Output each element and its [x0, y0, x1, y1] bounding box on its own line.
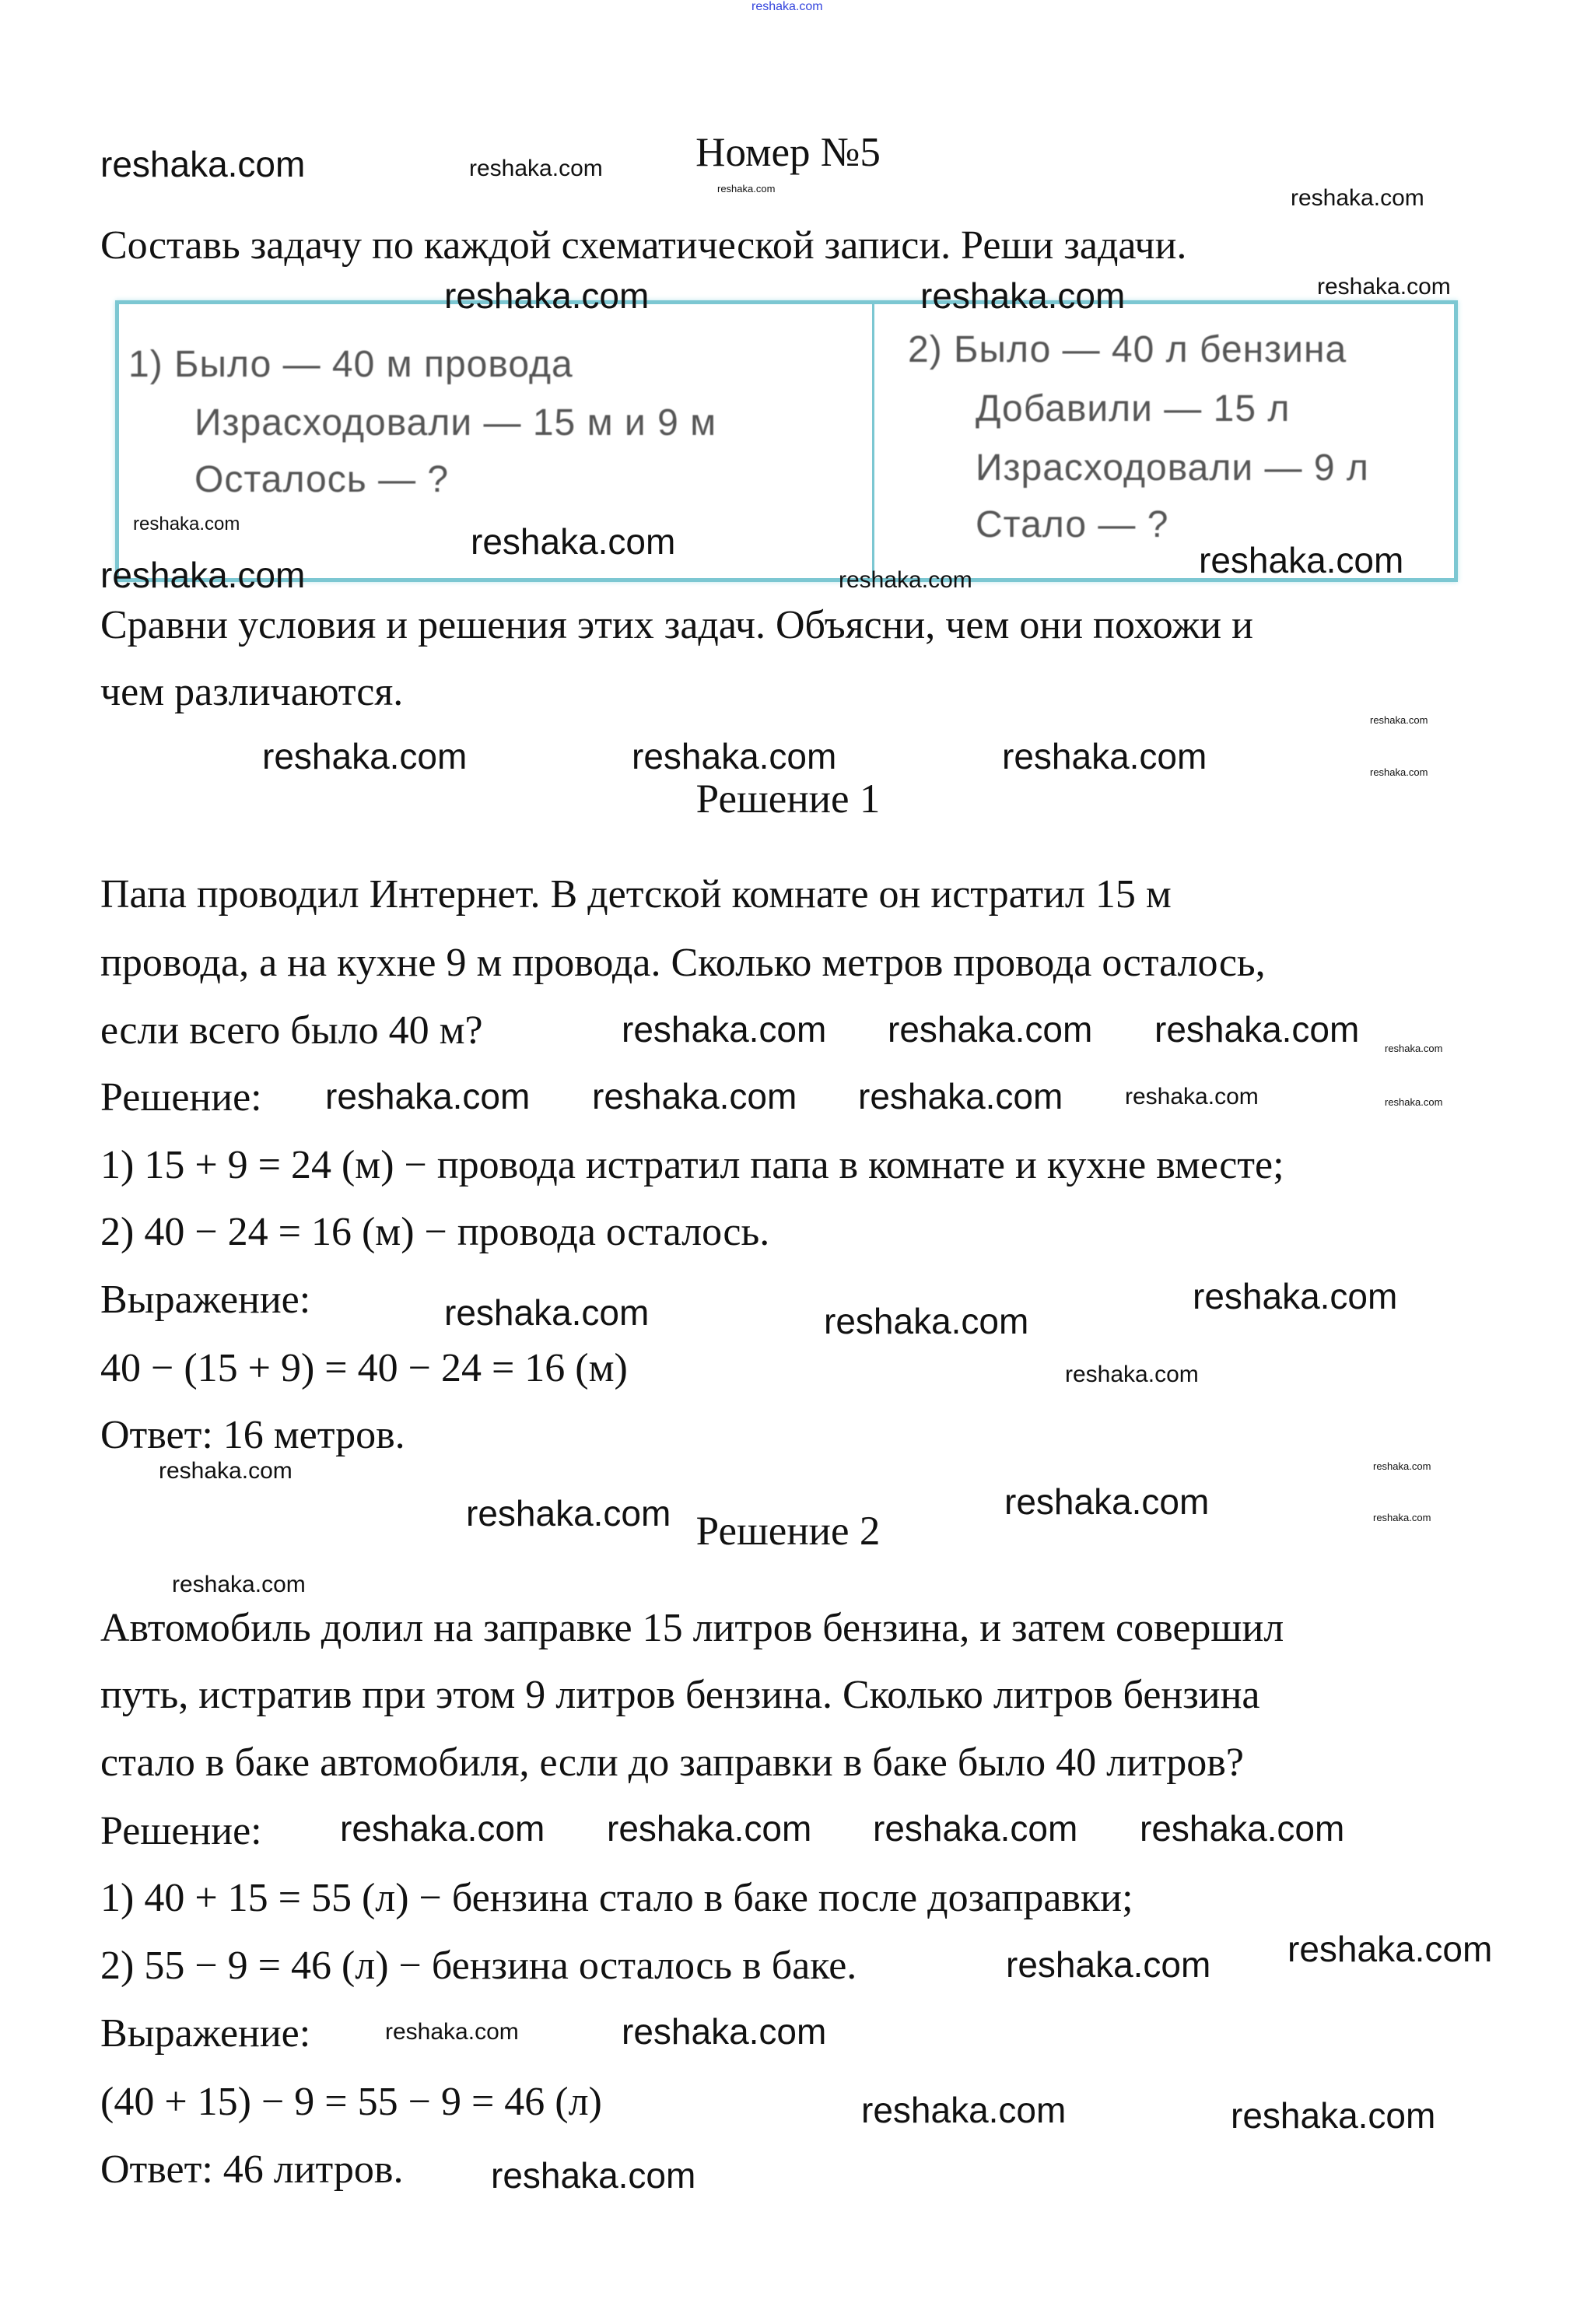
solution1-heading: Решение 1 [695, 776, 881, 822]
solution1-line: провода, а на кухне 9 м провода. Сколько метров провода осталось, [100, 941, 1266, 985]
solution2-line: Ответ: 46 литров. [100, 2147, 404, 2192]
watermark: reshaka.com [858, 1076, 1063, 1116]
watermark: reshaka.com [1154, 1009, 1360, 1050]
scheme1-line: Осталось — ? [194, 459, 450, 500]
watermark: reshaka.com [471, 521, 676, 562]
watermark: reshaka.com [469, 156, 603, 181]
solution2-heading: Решение 2 [695, 1509, 881, 1554]
watermark: reshaka.com [385, 2019, 519, 2045]
watermark: reshaka.com [839, 567, 972, 593]
watermark: reshaka.com [873, 1808, 1078, 1849]
watermark: reshaka.com [1370, 766, 1428, 778]
watermark: reshaka.com [1125, 1084, 1259, 1109]
watermark: reshaka.com [1317, 274, 1451, 300]
watermark: reshaka.com [1385, 1043, 1443, 1054]
solution2-line: стало в баке автомобиля, если до заправки в баке было 40 литров? [100, 1740, 1244, 1785]
watermark: reshaka.com [632, 736, 837, 776]
watermark: reshaka.com [491, 2155, 696, 2196]
watermark: reshaka.com [592, 1076, 797, 1116]
watermark: reshaka.com [888, 1009, 1093, 1050]
task-instruction: Составь задачу по каждой схематической записи. Реши задачи. [100, 223, 1187, 268]
watermark: reshaka.com [1002, 736, 1207, 776]
watermark: reshaka.com [824, 1301, 1029, 1341]
watermark: reshaka.com [100, 144, 306, 184]
watermark: reshaka.com [325, 1076, 531, 1116]
solution2-line: путь, истратив при этом 9 литров бензина. Сколько литров бензина [100, 1673, 1260, 1717]
solution1-line: Выражение: [100, 1278, 311, 1322]
watermark: reshaka.com [466, 1493, 671, 1534]
watermark: reshaka.com [607, 1808, 812, 1849]
scheme1-line: Израсходовали — 15 м и 9 м [194, 402, 717, 443]
watermark: reshaka.com [444, 1292, 650, 1333]
watermark: reshaka.com [262, 736, 468, 776]
watermark: reshaka.com [1385, 1096, 1443, 1108]
watermark: reshaka.com [717, 183, 776, 195]
watermark: reshaka.com [1373, 1460, 1431, 1472]
watermark: reshaka.com [159, 1458, 293, 1484]
scheme-divider [872, 304, 874, 578]
watermark: reshaka.com [622, 1009, 827, 1050]
watermark: reshaka.com [340, 1808, 545, 1849]
watermark: reshaka.com [751, 0, 823, 13]
watermark: reshaka.com [1373, 1512, 1431, 1523]
compare-text: Сравни условия и решения этих задач. Объясни, чем они похожи и [100, 603, 1253, 647]
watermark: reshaka.com [1065, 1362, 1199, 1387]
watermark: reshaka.com [622, 2011, 827, 2052]
solution1-line: 2) 40 − 24 = 16 (м) − провода осталось. [100, 1210, 770, 1254]
watermark: reshaka.com [1006, 1944, 1211, 1985]
watermark: reshaka.com [1004, 1481, 1210, 1522]
watermark: reshaka.com [1199, 540, 1404, 580]
solution2-line: 1) 40 + 15 = 55 (л) − бензина стало в баке после дозаправки; [100, 1876, 1133, 1920]
solution2-line: Выражение: [100, 2011, 311, 2056]
solution1-line: Решение: [100, 1075, 262, 1120]
solution2-line: 2) 55 − 9 = 46 (л) − бензина осталось в баке. [100, 1944, 857, 1988]
solution1-line: Ответ: 16 метров. [100, 1413, 405, 1457]
watermark: reshaka.com [172, 1572, 306, 1597]
watermark: reshaka.com [861, 2090, 1067, 2130]
scheme2-line: Израсходовали — 9 л [976, 447, 1369, 489]
solution2-line: (40 + 15) − 9 = 55 − 9 = 46 (л) [100, 2080, 602, 2124]
solution1-line: 40 − (15 + 9) = 40 − 24 = 16 (м) [100, 1346, 628, 1390]
scheme1-line: 1) Было — 40 м провода [128, 344, 573, 385]
scheme2-line: Стало — ? [976, 504, 1169, 545]
compare-text: чем различаются. [100, 670, 404, 714]
watermark: reshaka.com [1287, 1929, 1493, 1969]
watermark: reshaka.com [1291, 185, 1424, 211]
watermark: reshaka.com [1231, 2095, 1436, 2136]
scheme2-line: 2) Было — 40 л бензина [908, 329, 1347, 370]
solution2-line: Решение: [100, 1809, 262, 1853]
scheme2-line: Добавили — 15 л [976, 388, 1291, 429]
watermark: reshaka.com [444, 275, 650, 316]
watermark: reshaka.com [1140, 1808, 1345, 1849]
watermark: reshaka.com [133, 514, 240, 535]
watermark: reshaka.com [100, 555, 306, 595]
solution2-line: Автомобиль долил на заправке 15 литров бензина, и затем совершил [100, 1606, 1284, 1650]
watermark: reshaka.com [920, 275, 1126, 316]
watermark: reshaka.com [1370, 714, 1428, 726]
solution1-line: если всего было 40 м? [100, 1008, 483, 1053]
watermark: reshaka.com [1193, 1276, 1398, 1316]
page-title: Номер №5 [695, 130, 881, 175]
solution1-line: 1) 15 + 9 = 24 (м) − провода истратил папа в комнате и кухне вместе; [100, 1143, 1284, 1187]
solution1-line: Папа проводил Интернет. В детской комнате он истратил 15 м [100, 872, 1172, 917]
